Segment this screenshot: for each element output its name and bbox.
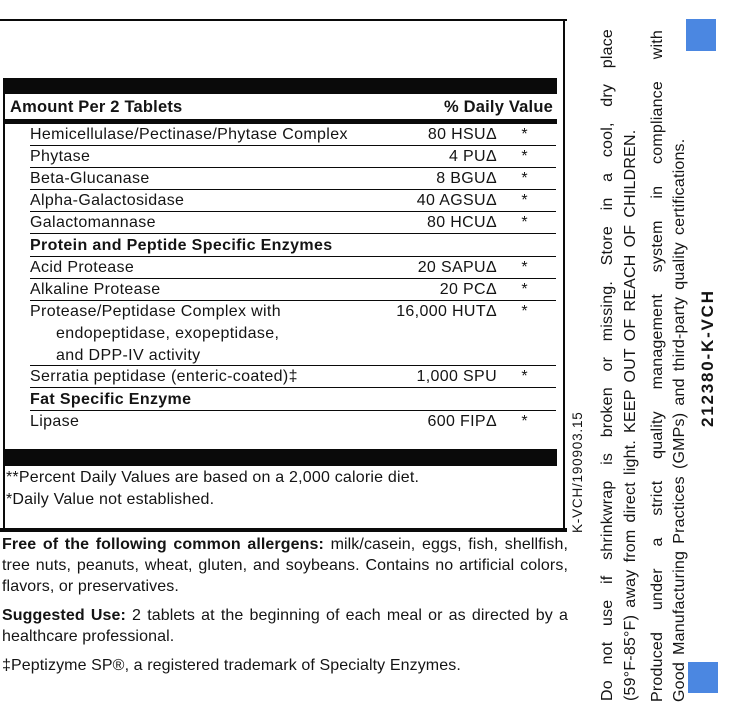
print-code: K-VCH/190903.15 — [570, 411, 585, 533]
ingredient-amount: 20 SAPUΔ — [417, 259, 497, 276]
daily-value: * — [521, 413, 528, 430]
table-row — [3, 366, 557, 388]
table-footnotes — [6, 467, 419, 510]
ingredient-name-continued: and DPP-IV activity — [56, 346, 201, 364]
daily-value: * — [521, 303, 528, 320]
product-code: 212380-K-VCH — [698, 289, 717, 427]
quality-notice-line-1: Produced under a strict quality management system in compliance with — [649, 30, 666, 702]
ingredient-name: Beta-Glucanase — [30, 170, 150, 187]
trademark-note: ‡Peptizyme SP®, a registered trademark of Specialty Enzymes. — [2, 657, 461, 674]
label-top-border — [0, 19, 567, 21]
ingredient-amount: 8 BGUΔ — [436, 170, 497, 187]
ingredient-name: Lipase — [30, 413, 80, 430]
table-row — [3, 279, 557, 301]
label-statements — [2, 534, 568, 684]
ingredient-name: Alkaline Protease — [30, 281, 161, 298]
table-bottom-bar — [3, 449, 557, 466]
daily-value: * — [521, 259, 528, 276]
blue-print-mark-bottom — [688, 662, 718, 693]
daily-value: * — [521, 368, 528, 385]
header-divider — [3, 119, 557, 124]
ingredient-amount: 40 AGSUΔ — [416, 192, 497, 209]
footnote-daily-values: **Percent Daily Values are based on a 2,000 calorie diet. — [6, 469, 420, 486]
ingredient-name-continued: endopeptidase, exopeptidase, — [56, 325, 280, 342]
table-row — [3, 124, 557, 146]
allergen-statement-lead: Free of the following common allergens: — [2, 536, 324, 553]
section-title: Fat Specific Enzyme — [30, 391, 192, 408]
table-section-header — [3, 388, 557, 411]
suggested-use-text: 2 tablets at the beginning of each meal or as directed by a healthcare professional. — [2, 607, 569, 645]
label-right-border — [563, 19, 565, 531]
daily-value: * — [521, 214, 528, 231]
table-row — [3, 168, 557, 190]
table-row — [3, 301, 557, 366]
ingredient-name: Acid Protease — [30, 259, 135, 276]
daily-value: * — [521, 281, 528, 298]
ingredient-amount: 80 HSUΔ — [427, 126, 497, 143]
table-top-bar — [3, 78, 557, 94]
suggested-use-statement — [2, 605, 568, 647]
daily-value: * — [521, 148, 528, 165]
table-row — [3, 257, 557, 279]
allergen-statement-text: milk/casein, eggs, fish, shellfish, tree nuts, peanuts, wheat, gluten, and soybeans. Contains no artificial colors, flavors, or preservatives. — [2, 536, 568, 595]
ingredient-name: Protease/Peptidase Complex with endopeptidase, exopeptidase, and DPP-IV activity — [30, 301, 396, 366]
ingredient-amount: 600 FIPΔ — [427, 413, 497, 430]
table-row — [3, 411, 557, 433]
ingredient-name: Hemicellulase/Pectinase/Phytase Complex — [30, 126, 348, 143]
ingredient-name: Phytase — [30, 148, 91, 165]
daily-value-header: % Daily Value — [444, 98, 553, 116]
suggested-use-lead: Suggested Use: — [2, 607, 126, 624]
ingredient-amount: 1,000 SPU — [416, 368, 497, 385]
ingredient-name: Alpha-Galactosidase — [30, 192, 185, 209]
daily-value: * — [521, 192, 528, 209]
amount-per-header: Amount Per 2 Tablets — [10, 98, 183, 116]
daily-value: * — [521, 126, 528, 143]
section-title: Protein and Peptide Specific Enzymes — [30, 237, 333, 254]
ingredient-name: Galactomannase — [30, 214, 156, 231]
label-bottom-border — [0, 528, 567, 532]
ingredient-table-body — [3, 124, 557, 433]
table-section-header — [3, 234, 557, 257]
allergen-statement — [2, 534, 568, 597]
blue-print-mark-top — [686, 19, 716, 51]
storage-notice-line-1: Do not use if shrinkwrap is broken or missing. Store in a cool, dry place — [599, 29, 616, 701]
ingredient-amount: 16,000 HUTΔ — [396, 303, 497, 320]
quality-notice-line-2: Good Manufacturing Practices (GMPs) and third-party quality certifications. — [671, 138, 688, 702]
ingredient-amount: 80 HCUΔ — [426, 214, 497, 231]
table-row — [3, 212, 557, 234]
footnote-dv-not-established: *Daily Value not established. — [6, 490, 215, 508]
table-header — [3, 95, 557, 119]
table-row — [3, 190, 557, 212]
storage-notice-line-2: (59°F-85°F) away from direct light. KEEP OUT OF REACH OF CHILDREN. — [622, 129, 639, 701]
daily-value: * — [521, 170, 528, 187]
ingredient-amount: 20 PCΔ — [439, 281, 497, 298]
ingredient-name: Serratia peptidase (enteric-coated)‡ — [30, 368, 298, 385]
ingredient-amount: 4 PUΔ — [448, 148, 497, 165]
table-row — [3, 146, 557, 168]
